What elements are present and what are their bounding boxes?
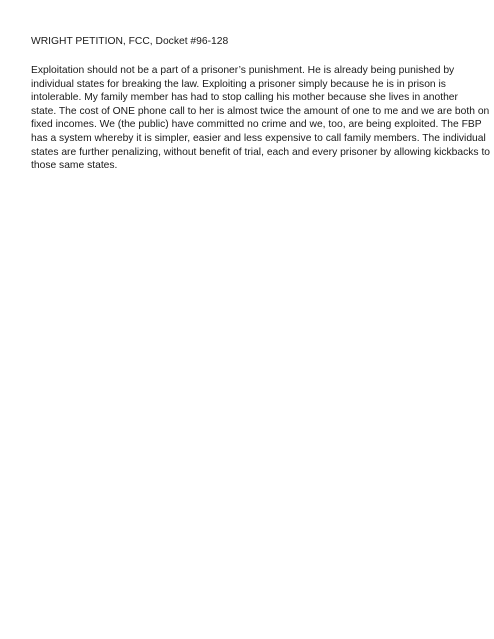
body-line: Exploitation should not be a part of a prisoner’s punishment. He is already being punished by [31,65,455,76]
body-line: individual states for breaking the law. Exploiting a prisoner simply because he is in prison is [31,78,446,90]
body-line: state. The cost of ONE phone call to her is almost twice the amount of one to me and we are both on [31,105,490,117]
body-line: states are further penalizing, without benefit of trial, each and every prisoner by allowing kickbacks to [31,146,491,158]
body-line: those same states. [31,160,118,172]
body-line: has a system whereby it is simpler, easier and less expensive to call family members. The individual [31,132,486,144]
body-line: fixed incomes. We (the public) have committed no crime and we, too, are being exploited. The FBP [31,119,482,131]
body-line: intolerable. My family member has had to stop calling his mother because she lives in another [31,92,458,104]
document-title: WRIGHT PETITION, FCC, Docket #96-128 [31,36,229,47]
document-body-paragraph [31,64,491,173]
